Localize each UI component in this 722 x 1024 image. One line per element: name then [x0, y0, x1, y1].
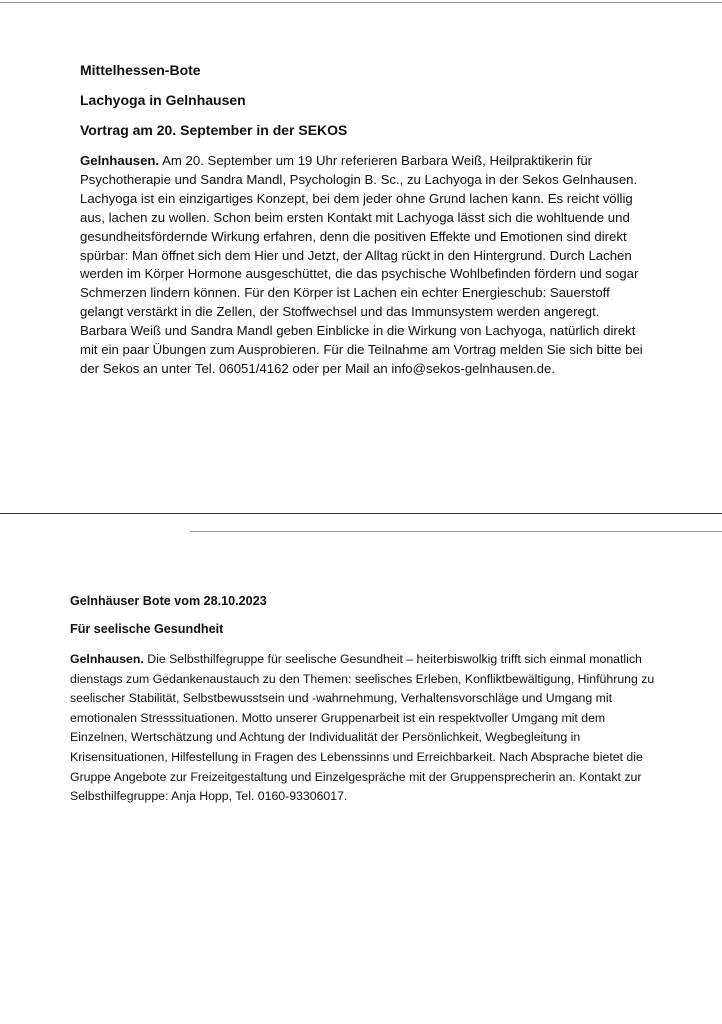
cut-line-lower [190, 531, 722, 532]
article-subheadline: Vortrag am 20. September in der SEKOS [80, 122, 348, 138]
article-body [80, 152, 646, 379]
top-scan-edge [0, 2, 722, 3]
article-dateline: Gelnhausen. [70, 652, 144, 666]
clipping-source: Mittelhessen-Bote [80, 62, 201, 78]
article-text: Die Selbsthilfegruppe für seelische Gesundheit – heiterbiswolkig trifft sich einmal monatlich dienstags zum Gedankenaustauch zu den Themen: seelisches Erleben, Konfliktbewältigung, Hinführung zu seelischer Stabilität, Selbstbewusstsein und -wahrnehmung, Verhaltensvorschläge und Umgang mit emotionalen Stresssituationen. Motto unserer Gruppenarbeit ist ein respektvoller Umgang mit dem Einzelnen, Wertschätzung und Achtung der Individualität der Persönlichkeit, Wegbegleitung in Krisensituationen, Hilfestellung in Fragen des Lebenssinns und Erreichbarkeit. Nach Absprache bietet die Gruppe Angebote zur Freizeitgestaltung und Einzelgespräche mit der Gruppensprecherin an. Kontakt zur Selbsthilfegruppe: Anja Hopp, Tel. 0160-93306017. [70, 652, 655, 804]
clipping-source: Gelnhäuser Bote vom 28.10.2023 [70, 594, 267, 608]
article-headline: Lachyoga in Gelnhausen [80, 92, 246, 108]
article-text: Am 20. September um 19 Uhr referieren Barbara Weiß, Heilpraktikerin für Psychotherapie und Sandra Mandl, Psychologin B. Sc., zu Lachyoga in der Sekos Gelnhausen. Lachyoga ist ein einzigartiges Konzept, bei dem jeder ohne Grund lachen kann. Es reicht völlig aus, lachen zu wollen. Schon beim ersten Kontakt mit Lachyoga lässt sich die wohltuende und gesundheitsfördernde Wirkung erfahren, denn die positiven Effekte und Emotionen sind direkt spürbar: Man öffnet sich dem Hier und Jetzt, der Alltag rückt in den Hintergrund. Durch Lachen werden im Körper Hormone ausgeschüttet, die das psychische Wohlbefinden fördern und sogar Schmerzen lindern können. Für den Körper ist Lachen ein echter Energieschub: Sauerstoff gelangt verstärkt in die Zellen, der Stoffwechsel und das Immunsystem werden angeregt. Barbara Weiß und Sandra Mandl geben Einblicke in die Wirkung von Lachyoga, natürlich direkt mit ein paar Übungen zum Ausprobieren. Für die Teilnahme am Vortrag melden Sie sich bitte bei der Sekos an unter Tel. 06051/4162 oder per Mail an info@sekos-gelnhausen.de. [80, 153, 643, 376]
article-headline: Für seelische Gesundheit [70, 622, 224, 636]
newspaper-clipping-lachyoga [80, 62, 646, 379]
article-dateline: Gelnhausen. [80, 153, 160, 168]
article-body [70, 650, 660, 807]
newspaper-clipping-seelische-gesundheit [70, 594, 660, 807]
cut-line-upper [0, 513, 722, 514]
